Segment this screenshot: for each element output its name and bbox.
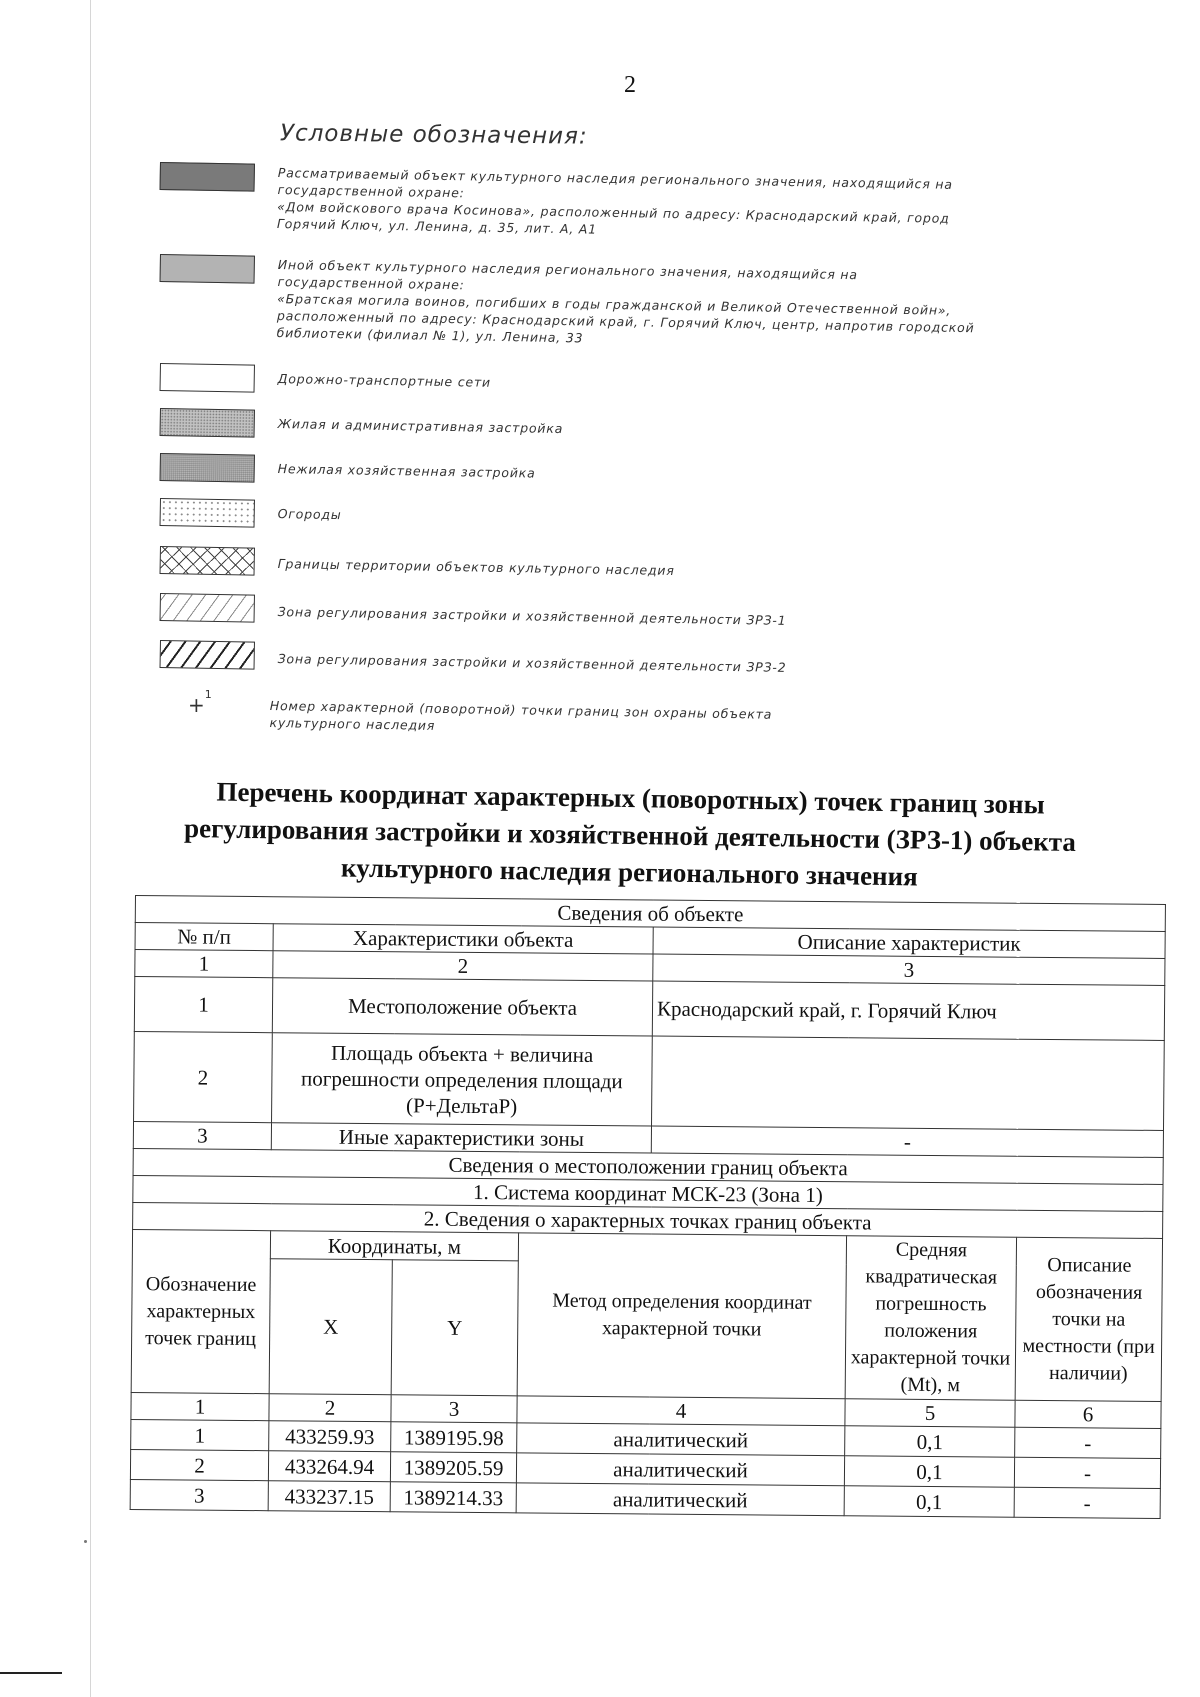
- legend-text: Огороды: [277, 506, 342, 523]
- legend-item-roads: [160, 363, 990, 390]
- y-cell: 1389195.98: [391, 1422, 517, 1453]
- legend-text: Иной объект культурного наследия регионального значения, находящийся на государственной охране: «Братская могила воинов, погибших в годы гражданской и Великой Отечественной войн», расположенный по адресу: Краснодарский край, г. Горячий Ключ, центр, напротив городской библиотеки (филиал № 1), ул. Ленина, 33: [276, 257, 975, 346]
- cross-hatch-swatch: [160, 546, 255, 576]
- legend-item-subject-object: [160, 162, 990, 237]
- legend-item-gardens: [160, 498, 990, 523]
- y-cell: 1389214.33: [390, 1482, 516, 1513]
- light-fill-swatch: [160, 254, 255, 284]
- point-legend-text: Номер характерной (поворотной) точки границ зон охраны объекта культурного наследия: [269, 697, 773, 733]
- point-number-cell: 3: [130, 1479, 268, 1510]
- row-number: 3: [133, 1121, 271, 1149]
- page-number: 2: [624, 72, 636, 98]
- method-cell: аналитический: [517, 1423, 845, 1456]
- y-cell: 1389205.59: [390, 1452, 516, 1483]
- margin-line: [90, 0, 91, 1697]
- column-number: 3: [391, 1395, 517, 1423]
- legend-item-other-object: [160, 254, 990, 346]
- mt-cell: 0,1: [844, 1486, 1014, 1517]
- index-cell: 1: [135, 950, 273, 978]
- column-number: 4: [517, 1396, 845, 1426]
- white-fill-swatch: [160, 363, 255, 393]
- point-number: 1: [204, 688, 212, 702]
- thick-hatch-swatch: [160, 640, 255, 670]
- header-no: № п/п: [135, 923, 273, 951]
- section-title-object: Сведения об объекте: [135, 896, 1165, 932]
- points-section-title: 2. Сведения о характерных точках границ объекта: [133, 1202, 1163, 1238]
- legend-text: Границы территории объектов культурного наследия: [277, 556, 675, 578]
- description-cell: -: [1015, 1427, 1161, 1458]
- thin-hatch-swatch: [160, 593, 255, 623]
- x-cell: 433237.15: [268, 1481, 390, 1512]
- scan-mark: [0, 1672, 62, 1674]
- x-cell: 433264.94: [268, 1451, 390, 1482]
- section-title-location: Сведения о местоположении границ объекта: [133, 1148, 1163, 1184]
- legend-text: Жилая и административная застройка: [277, 416, 564, 437]
- row-number: 2: [134, 1031, 273, 1122]
- sparse-dot-swatch: [160, 498, 255, 528]
- index-cell: 2: [273, 951, 653, 981]
- header-coordinates: Координаты, м: [270, 1231, 518, 1261]
- method-cell: аналитический: [516, 1483, 844, 1516]
- legend-item-non-residential: [160, 453, 990, 481]
- legend-text: Рассматриваемый объект культурного наследия регионального значения, находящийся на государственной охране: «Дом войскового врача Косинова», расположенный по адресу: Краснодарский край, город Горячий Ключ, ул. Ленина, д. 35, лит. А, А1: [276, 165, 953, 237]
- column-number: 5: [845, 1399, 1015, 1427]
- coordinate-system: 1. Система координат МСК-23 (Зона 1): [133, 1175, 1163, 1211]
- x-cell: 433259.93: [269, 1421, 391, 1452]
- fine-fill-swatch: [160, 453, 255, 483]
- characteristic-value: -: [651, 1126, 1163, 1157]
- header-method: Метод определения координат характерной точки: [517, 1233, 846, 1399]
- legend-item-zrz-1: [160, 593, 990, 628]
- index-cell: 3: [653, 954, 1165, 985]
- header-designation: Обозначение характерных точек границ: [131, 1229, 270, 1393]
- point-number-cell: 1: [131, 1419, 269, 1450]
- legend-title: Условные обозначения:: [279, 120, 588, 150]
- characteristic-value: Краснодарский край, г. Горячий Ключ: [652, 981, 1164, 1040]
- characteristic-name: Иные характеристики зоны: [271, 1123, 651, 1153]
- dark-fill-swatch: [160, 162, 255, 192]
- scan-artifact: [84, 1540, 87, 1543]
- header-description: Описание характеристик: [653, 927, 1165, 958]
- characteristic-name: Площадь объекта + величина погрешности определения площади (P+ДельтаP): [272, 1033, 653, 1126]
- header-point-description: Описание обозначения точки на местности (при наличии): [1015, 1237, 1162, 1401]
- characteristic-name: Местоположение объекта: [272, 978, 652, 1036]
- header-characteristics: Характеристики объекта: [273, 924, 653, 954]
- legend-item-zrz-2: [160, 640, 990, 675]
- header-x: X: [269, 1259, 392, 1395]
- legend-text: Зона регулирования застройки и хозяйственной деятельности ЗРЗ-1: [277, 604, 787, 628]
- mt-cell: 0,1: [844, 1456, 1014, 1487]
- mt-cell: 0,1: [845, 1426, 1015, 1457]
- column-number: 1: [131, 1392, 269, 1420]
- characteristic-value: [652, 1036, 1165, 1130]
- description-cell: -: [1014, 1457, 1160, 1488]
- column-number: 2: [269, 1394, 391, 1422]
- method-cell: аналитический: [516, 1453, 844, 1486]
- legend-text: Зона регулирования застройки и хозяйственной деятельности ЗРЗ-2: [277, 651, 787, 675]
- coordinates-table: [130, 895, 1155, 1519]
- dotted-fill-swatch: [160, 408, 255, 438]
- header-error: Средняя квадратическая погрешность положения характерной точки (Mt), м: [845, 1236, 1016, 1400]
- row-number: 1: [134, 977, 272, 1033]
- column-number: 6: [1015, 1400, 1161, 1428]
- legend-item-heritage-boundaries: [160, 546, 990, 578]
- point-number-cell: 2: [130, 1449, 268, 1480]
- turning-point-icon: [188, 688, 212, 717]
- point-plus: +: [188, 693, 205, 717]
- description-cell: -: [1014, 1487, 1160, 1518]
- legend-text: Нежилая хозяйственная застройка: [277, 461, 536, 481]
- legend-item-residential: [160, 408, 990, 437]
- header-y: Y: [391, 1260, 518, 1396]
- document-title: Перечень координат характерных (поворотных) точек границ зоны регулирования застройки и хозяйственной деятельности (ЗРЗ-1) объекта культурного наследия регионального значения: [183, 776, 1077, 892]
- legend-text: Дорожно-транспортные сети: [277, 371, 492, 390]
